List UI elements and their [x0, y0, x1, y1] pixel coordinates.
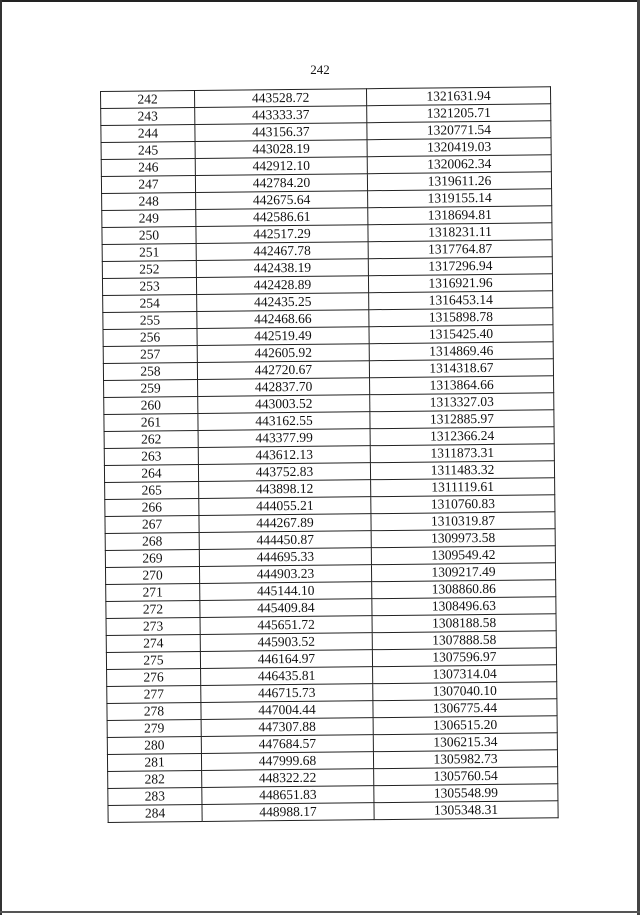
y-coordinate-cell: 1305760.54 [374, 767, 558, 786]
x-coordinate-cell: 445651.72 [200, 616, 372, 635]
x-coordinate-cell: 444695.33 [199, 548, 371, 567]
x-coordinate-cell: 443898.12 [199, 480, 371, 499]
point-number-cell: 284 [108, 804, 202, 822]
y-coordinate-cell: 1314869.46 [369, 342, 553, 361]
point-number-cell: 255 [103, 311, 197, 329]
point-number-cell: 245 [101, 142, 195, 160]
y-coordinate-cell: 1305982.73 [373, 750, 557, 769]
x-coordinate-cell: 442605.92 [197, 344, 369, 363]
point-number-cell: 254 [103, 294, 197, 312]
y-coordinate-cell: 1305548.99 [374, 784, 558, 803]
y-coordinate-cell: 1307596.97 [372, 648, 556, 667]
point-number-cell: 264 [104, 464, 198, 482]
point-number-cell: 280 [107, 736, 201, 754]
x-coordinate-cell: 446715.73 [201, 684, 373, 703]
point-number-cell: 256 [103, 328, 197, 346]
scan-border-left [0, 0, 2, 915]
point-number-cell: 279 [107, 719, 201, 737]
y-coordinate-cell: 1311483.32 [370, 461, 554, 480]
y-coordinate-cell: 1315898.78 [369, 308, 553, 327]
y-coordinate-cell: 1312885.97 [370, 410, 554, 429]
y-coordinate-cell: 1321205.71 [367, 104, 551, 123]
coordinate-table [100, 86, 559, 823]
y-coordinate-cell: 1319155.14 [368, 189, 552, 208]
point-number-cell: 246 [101, 159, 195, 177]
point-number-cell: 247 [101, 176, 195, 194]
x-coordinate-cell: 447307.88 [201, 718, 373, 737]
y-coordinate-cell: 1307888.58 [372, 631, 556, 650]
point-number-cell: 262 [104, 430, 198, 448]
point-number-cell: 243 [101, 108, 195, 126]
x-coordinate-cell: 442428.89 [196, 276, 368, 295]
y-coordinate-cell: 1317764.87 [368, 240, 552, 259]
point-number-cell: 274 [106, 634, 200, 652]
y-coordinate-cell: 1306515.20 [373, 716, 557, 735]
x-coordinate-cell: 443377.99 [198, 429, 370, 448]
y-coordinate-cell: 1314318.67 [369, 359, 553, 378]
x-coordinate-cell: 442438.19 [196, 259, 368, 278]
x-coordinate-cell: 443612.13 [198, 446, 370, 465]
point-number-cell: 272 [106, 600, 200, 618]
y-coordinate-cell: 1309217.49 [371, 563, 555, 582]
y-coordinate-cell: 1306775.44 [373, 699, 557, 718]
y-coordinate-cell: 1306215.34 [373, 733, 557, 752]
x-coordinate-cell: 443333.37 [195, 106, 367, 125]
x-coordinate-cell: 443028.19 [195, 140, 367, 159]
x-coordinate-cell: 444903.23 [199, 565, 371, 584]
y-coordinate-cell: 1311119.61 [371, 478, 555, 497]
point-number-cell: 278 [107, 702, 201, 720]
x-coordinate-cell: 445409.84 [200, 599, 372, 618]
x-coordinate-cell: 442675.64 [196, 191, 368, 210]
point-number-cell: 252 [102, 261, 196, 279]
y-coordinate-cell: 1316921.96 [368, 274, 552, 293]
x-coordinate-cell: 442435.25 [197, 293, 369, 312]
y-coordinate-cell: 1317296.94 [368, 257, 552, 276]
y-coordinate-cell: 1305348.31 [374, 801, 558, 820]
x-coordinate-cell: 447004.44 [201, 701, 373, 720]
x-coordinate-cell: 443003.52 [198, 395, 370, 414]
x-coordinate-cell: 444055.21 [199, 497, 371, 516]
point-number-cell: 277 [107, 685, 201, 703]
table-row [108, 801, 558, 823]
y-coordinate-cell: 1308860.86 [372, 580, 556, 599]
y-coordinate-cell: 1312366.24 [370, 427, 554, 446]
point-number-cell: 242 [101, 91, 195, 109]
point-number-cell: 249 [102, 210, 196, 228]
y-coordinate-cell: 1318694.81 [368, 206, 552, 225]
point-number-cell: 273 [106, 617, 200, 635]
point-number-cell: 269 [105, 549, 199, 567]
point-number-cell: 282 [108, 770, 202, 788]
y-coordinate-cell: 1311873.31 [370, 444, 554, 463]
y-coordinate-cell: 1313327.03 [370, 393, 554, 412]
point-number-cell: 265 [105, 481, 199, 499]
page-number: 242 [310, 62, 330, 77]
x-coordinate-cell: 445903.52 [200, 633, 372, 652]
point-number-cell: 283 [108, 787, 202, 805]
x-coordinate-cell: 442519.49 [197, 327, 369, 346]
x-coordinate-cell: 443162.55 [198, 412, 370, 431]
coordinate-table-container [100, 86, 558, 823]
y-coordinate-cell: 1318231.11 [368, 223, 552, 242]
y-coordinate-cell: 1308188.58 [372, 614, 556, 633]
scan-border-top [0, 0, 640, 2]
y-coordinate-cell: 1308496.63 [372, 597, 556, 616]
y-coordinate-cell: 1307314.04 [373, 665, 557, 684]
y-coordinate-cell: 1313864.66 [370, 376, 554, 395]
y-coordinate-cell: 1307040.10 [373, 682, 557, 701]
y-coordinate-cell: 1310319.87 [371, 512, 555, 531]
point-number-cell: 259 [104, 379, 198, 397]
y-coordinate-cell: 1309549.42 [371, 546, 555, 565]
x-coordinate-cell: 442517.29 [196, 225, 368, 244]
y-coordinate-cell: 1310760.83 [371, 495, 555, 514]
point-number-cell: 268 [105, 532, 199, 550]
x-coordinate-cell: 447999.68 [201, 752, 373, 771]
point-number-cell: 266 [105, 498, 199, 516]
scan-border-bottom [0, 911, 640, 913]
y-coordinate-cell: 1321631.94 [366, 87, 550, 106]
point-number-cell: 267 [105, 515, 199, 533]
x-coordinate-cell: 442586.61 [196, 208, 368, 227]
point-number-cell: 270 [105, 566, 199, 584]
x-coordinate-cell: 442468.66 [197, 310, 369, 329]
point-number-cell: 251 [102, 244, 196, 262]
point-number-cell: 276 [107, 668, 201, 686]
x-coordinate-cell: 442837.70 [198, 378, 370, 397]
x-coordinate-cell: 442912.10 [195, 157, 367, 176]
x-coordinate-cell: 448988.17 [202, 803, 374, 822]
point-number-cell: 248 [102, 193, 196, 211]
point-number-cell: 250 [102, 227, 196, 245]
x-coordinate-cell: 443528.72 [195, 89, 367, 108]
y-coordinate-cell: 1320062.34 [367, 155, 551, 174]
x-coordinate-cell: 447684.57 [201, 735, 373, 754]
x-coordinate-cell: 446435.81 [201, 667, 373, 686]
x-coordinate-cell: 442720.67 [197, 361, 369, 380]
point-number-cell: 244 [101, 125, 195, 143]
point-number-cell: 271 [106, 583, 200, 601]
x-coordinate-cell: 444450.87 [199, 531, 371, 550]
point-number-cell: 257 [103, 345, 197, 363]
y-coordinate-cell: 1319611.26 [367, 172, 551, 191]
y-coordinate-cell: 1316453.14 [369, 291, 553, 310]
coordinate-table-body [101, 87, 559, 823]
x-coordinate-cell: 443752.83 [198, 463, 370, 482]
y-coordinate-cell: 1309973.58 [371, 529, 555, 548]
point-number-cell: 258 [103, 362, 197, 380]
x-coordinate-cell: 445144.10 [200, 582, 372, 601]
x-coordinate-cell: 442467.78 [196, 242, 368, 261]
x-coordinate-cell: 448651.83 [202, 786, 374, 805]
point-number-cell: 253 [102, 278, 196, 296]
x-coordinate-cell: 442784.20 [195, 174, 367, 193]
y-coordinate-cell: 1315425.40 [369, 325, 553, 344]
x-coordinate-cell: 448322.22 [202, 769, 374, 788]
point-number-cell: 261 [104, 413, 198, 431]
point-number-cell: 260 [104, 396, 198, 414]
point-number-cell: 275 [106, 651, 200, 669]
x-coordinate-cell: 446164.97 [200, 650, 372, 669]
y-coordinate-cell: 1320419.03 [367, 138, 551, 157]
x-coordinate-cell: 443156.37 [195, 123, 367, 142]
x-coordinate-cell: 444267.89 [199, 514, 371, 533]
point-number-cell: 263 [104, 447, 198, 465]
point-number-cell: 281 [107, 753, 201, 771]
y-coordinate-cell: 1320771.54 [367, 121, 551, 140]
